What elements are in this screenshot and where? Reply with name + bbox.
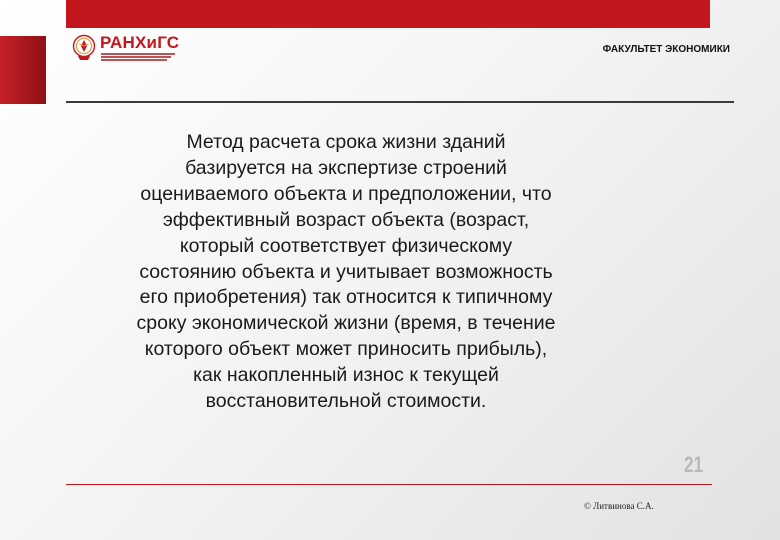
body-line: базируется на экспертизе строений [185,156,507,179]
footer-divider [66,484,712,485]
logo-subtext-graphic [101,53,175,63]
faculty-name: ФАКУЛЬТЕТ ЭКОНОМИКИ [602,44,730,55]
body-line: эффективный возраст объекта (возраст, [162,208,530,231]
body-line: оцениваемого объекта и предположении, что [140,182,552,205]
body-line: состоянию объекта и учитывает возможность [139,260,553,283]
header-divider [66,101,734,103]
ranepa-logo [72,34,182,64]
left-accent-block [0,36,46,104]
page-number: 21 [684,452,704,477]
body-line: который соответствует физическому [179,234,513,257]
copyright-notice: © Литвинова С.А. [584,501,654,511]
body-line: его приобретения) так относится к типичному [139,286,553,309]
body-line: которого объект может приносить прибыль), [144,338,548,361]
body-line: сроку экономической жизни (время, в течение [136,312,556,335]
slide-body-text [76,130,616,415]
body-line: как накопленный износ к текущей [193,364,499,387]
body-line: восстановительной стоимости. [205,390,487,413]
top-banner [66,0,710,28]
logo-name: РАНХиГС [100,33,180,52]
ranepa-emblem-icon [72,34,96,62]
body-line: Метод расчета срока жизни зданий [186,131,506,153]
